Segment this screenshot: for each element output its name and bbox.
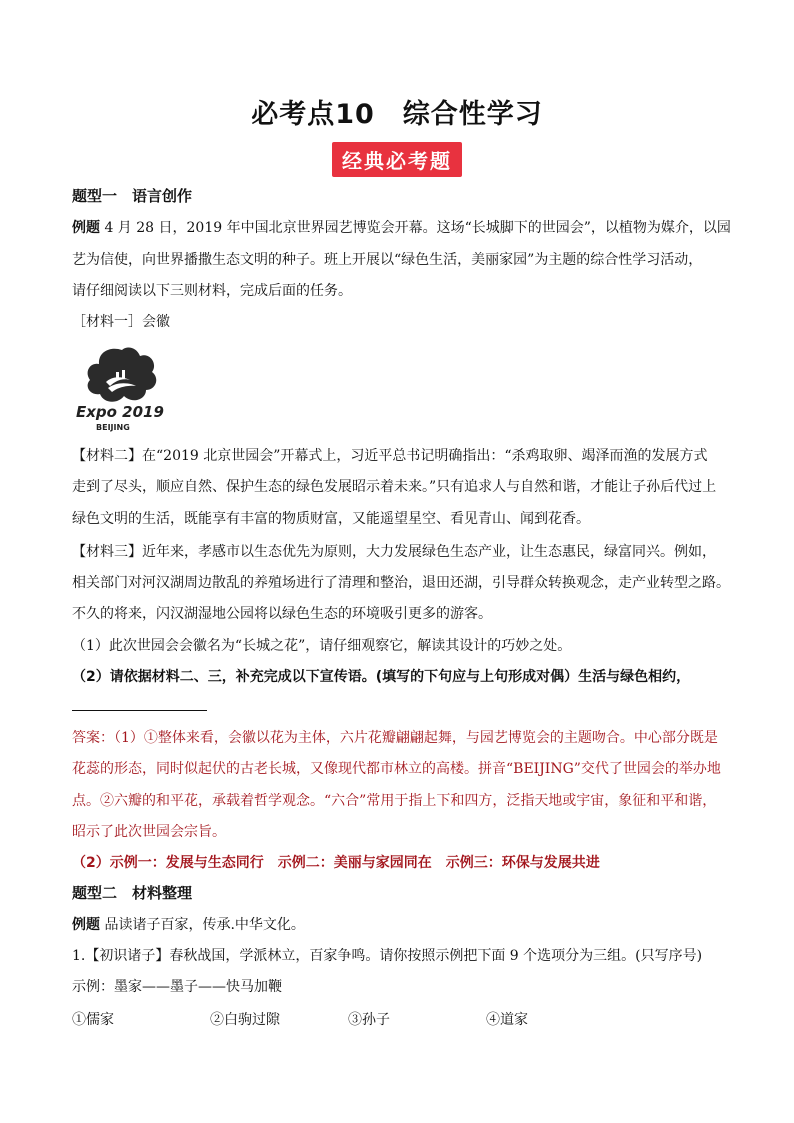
- section2-heading: 题型二 材料整理: [72, 884, 193, 902]
- intro-text-1: 4 月 28 日，2019 年中国北京世界园艺博览会开幕。这场“长城脚下的世园会”，以植物为媒介，以园: [104, 220, 731, 236]
- section2-sample: 示例：墨家——墨子——快马加鞭: [72, 979, 282, 995]
- expo-2019-logo: [72, 342, 172, 432]
- section1-heading: 题型一 语言创作: [72, 187, 193, 205]
- material3-line-2: 相关部门对河汉湖周边散乱的养殖场进行了清理和整治，退田还湖，引导群众转换观念，走产业转型之路。: [72, 575, 730, 591]
- section2-intro: 例题 品读诸子百家，传承.中华文化。: [72, 917, 305, 933]
- option-3: ③孙子: [348, 1012, 390, 1028]
- option-2: ②白驹过隙: [210, 1012, 280, 1028]
- material3-line-1: 【材料三】近年来，孝感市以生态优先为原则，大力发展绿色生态产业，让生态惠民，绿富同兴。例如，: [72, 544, 716, 560]
- section-badge: 经典必考题: [332, 142, 462, 177]
- intro-line-3: 请仔细阅读以下三则材料，完成后面的任务。: [72, 283, 352, 299]
- material2-line-1: 【材料二】在“2019 北京世园会”开幕式上，习近平总书记明确指出：“杀鸡取卵、竭泽而渔的发展方式: [72, 448, 708, 464]
- answer-blank: [72, 710, 207, 711]
- answer-line-4: 昭示了此次世园会宗旨。: [72, 824, 226, 840]
- logo-text: Expo 2019: [76, 403, 164, 421]
- intro-line-2: 艺为信使，向世界播撒生态文明的种子。班上开展以“绿色生活，美丽家园”为主题的综合性学习活动，: [72, 252, 703, 268]
- material2-line-3: 绿色文明的生活，既能享有丰富的物质财富，又能遥望星空、看见青山、闻到花香。: [72, 511, 590, 527]
- intro-line-1: 例题 4 月 28 日，2019 年中国北京世界园艺博览会开幕。这场“长城脚下的世园会”，以植物为媒介，以园: [72, 220, 731, 236]
- logo-subtext: BEIJING: [96, 423, 130, 432]
- question-1: （1）此次世园会会徽名为“长城之花”，请仔细观察它，解读其设计的巧妙之处。: [72, 638, 572, 654]
- answer-line-2: 花蕊的形态，同时似起伏的古老长城，又像现代都市林立的高楼。拼音“BEIJING”交代了世园会的举办地: [72, 761, 721, 777]
- material2-line-2: 走到了尽头，顺应自然、保护生态的绿色发展昭示着未来。”只有追求人与自然和谐，才能让子孙后代过上: [72, 479, 717, 495]
- answer-line-3: 点。②六瓣的和平花，承载着哲学观念。“六合”常用于指上下和四方，泛指天地或宇宙，象征和平和谐，: [72, 793, 717, 809]
- question-2: （2）请依据材料二、三，补充完成以下宣传语。(填写的下句应与上句形成对偶）生活与绿色相约，: [72, 669, 691, 685]
- material3-line-3: 不久的将来，闪汉湖湿地公园将以绿色生态的环境吸引更多的游客。: [72, 606, 492, 622]
- section2-question-1: 1.【初识诸子】春秋战国，学派林立，百家争鸣。请你按照示例把下面 9 个选项分为三组。(只写序号): [72, 948, 703, 964]
- option-1: ①儒家: [72, 1012, 114, 1028]
- material1-label: ［材料一］会徽: [72, 314, 170, 330]
- page-title: 必考点10 综合性学习: [251, 99, 543, 130]
- answer-2: （2）示例一：发展与生态同行 示例二：美丽与家园同在 示例三：环保与发展共进: [72, 855, 600, 871]
- option-4: ④道家: [486, 1012, 528, 1028]
- answer-line-1: 答案：（1）①整体来看，会徽以花为主体，六片花瓣翩翩起舞，与园艺博览会的主题吻合。中心部分既是: [72, 730, 718, 746]
